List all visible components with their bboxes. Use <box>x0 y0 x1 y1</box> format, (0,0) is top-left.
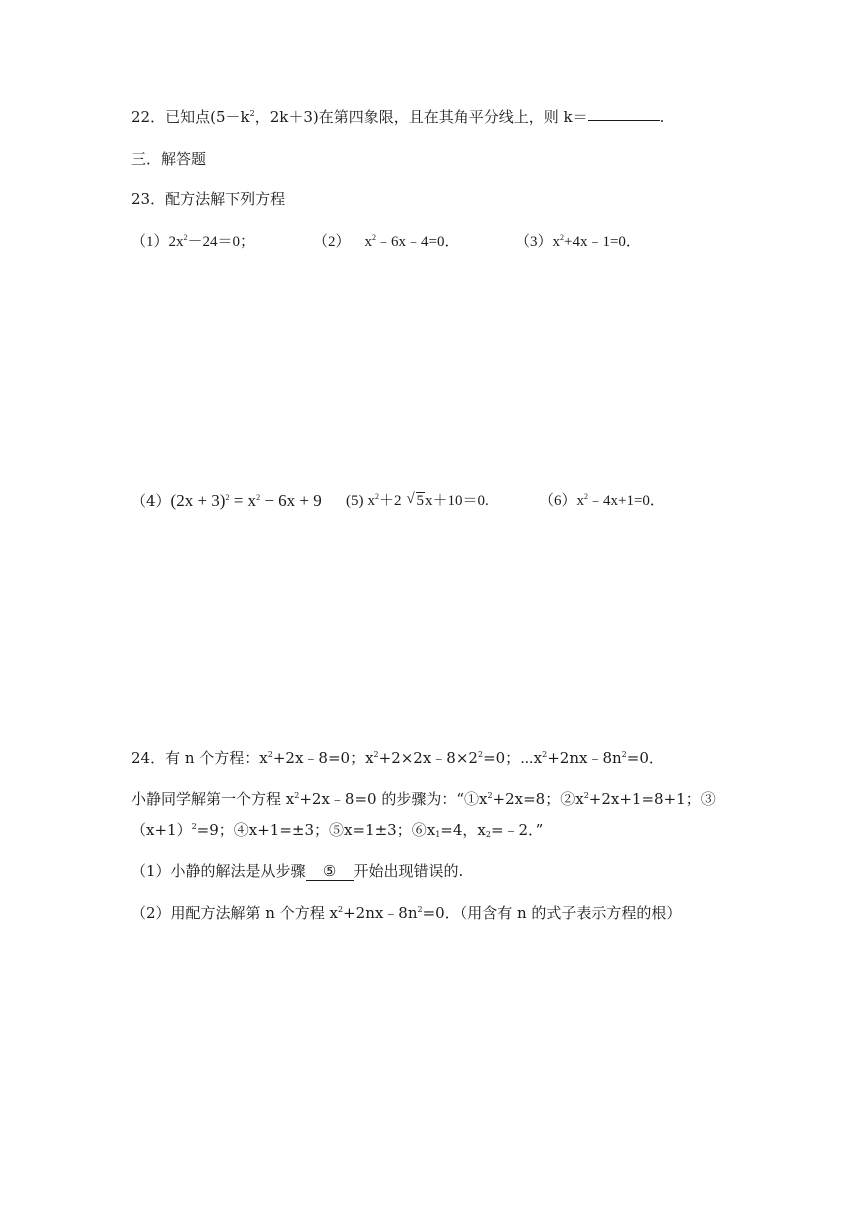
q24-part-1 <box>131 861 463 881</box>
q22-superscript: 2 <box>249 109 255 118</box>
q23-p5-label: (5) <box>346 493 364 509</box>
q23-p4-lhs-sup: 2 <box>225 493 230 502</box>
q24-p2-c: =0．（用含有 n 的式子表示方程的根） <box>422 904 682 922</box>
q23-p3-b: +4x﹣1=0． <box>564 234 641 250</box>
q23-p2-b: ﹣6x﹣4=0． <box>376 234 460 250</box>
q24-l1-c: +2×2x﹣8×2 <box>378 749 478 767</box>
q24-l3-sub2: 2 <box>485 830 491 839</box>
q23-p6-a: x <box>576 493 585 509</box>
q23-p6-sup: 2 <box>584 492 589 501</box>
q24-l1-b: +2x﹣8=0；x <box>272 749 374 767</box>
q23-p4-rhs: − 6x + 9 <box>260 491 322 510</box>
q24-p2-s2: 2 <box>417 905 423 914</box>
q23-p4-equation <box>171 491 322 510</box>
q23-p5-a: x <box>367 493 375 509</box>
q24-l2-d: +2x+1=8+1；③ <box>588 790 716 808</box>
q23-part-2 <box>313 232 459 252</box>
q23-p6-b: ﹣4x+1=0． <box>588 493 665 509</box>
q23-p5-radicand: 5 <box>416 493 425 509</box>
q23-p3-label: （3） <box>515 234 553 250</box>
q24-l2-s2: 2 <box>487 791 493 800</box>
q23-p3-sup: 2 <box>560 233 565 242</box>
q23-p4-eq: = x <box>229 491 257 510</box>
q23-p5-c: x＋10＝0. <box>425 493 489 509</box>
q24-p1-answer[interactable]: ⑤ <box>306 863 354 881</box>
q22-end: . <box>659 108 665 126</box>
q23-p1-a: 2x <box>168 234 184 250</box>
q23-part-3 <box>515 232 641 252</box>
q24-p1-a: （1）小静的解法是从步骤 <box>131 862 306 880</box>
q24-l1-s5: 2 <box>621 750 627 759</box>
section-heading-answer-questions: 三．解答题 <box>131 150 207 168</box>
q24-l2-c: +2x=8；②x <box>492 790 584 808</box>
q23-p1-b: －24＝0； <box>187 234 256 250</box>
q24-p1-b: 开始出现错误的. <box>353 862 464 880</box>
q23-part-6 <box>539 491 665 511</box>
q23-p6-label: （6） <box>539 493 577 509</box>
q24-l2-s1: 2 <box>294 791 300 800</box>
q23-p5-sup: 2 <box>375 492 379 501</box>
q24-part-2 <box>131 903 681 923</box>
q24-l1-f: =0． <box>626 749 664 767</box>
q22-text-b: ，2k＋3)在第四象限，且在其角平分线上，则 k＝ <box>254 108 588 126</box>
q22-text-a: 已知点(5－k <box>165 108 250 126</box>
q24-l1-s1: 2 <box>267 750 273 759</box>
q24-l1-e: +2nx﹣8n <box>547 749 622 767</box>
q24-l2-s3: 2 <box>583 791 589 800</box>
q24-p2-b: +2nx﹣8n <box>343 904 418 922</box>
q24-l1-s4: 2 <box>542 750 548 759</box>
q23-p2-label: （2） <box>313 234 351 250</box>
q23-p4-lhs: (2x + 3) <box>170 491 226 510</box>
q24-p2-a: （2）用配方法解第 n 个方程 x <box>131 904 338 922</box>
q24-l3-b: =9；④x+1=±3；⑤x=1±3；⑥x <box>196 821 436 839</box>
q24-l2-b: +2x﹣8=0 的步骤为：“①x <box>299 790 488 808</box>
q24-l1-s3: 2 <box>477 750 484 759</box>
q24-l1-d: =0；⋯x <box>483 749 543 767</box>
q24-p2-s1: 2 <box>337 905 344 914</box>
question-24-intro <box>131 748 664 768</box>
q24-l1-a: 24．有 n 个方程：x <box>131 749 268 767</box>
q24-steps-line-2 <box>131 820 543 840</box>
square-root-icon <box>408 491 426 511</box>
q24-l3-s1: 2 <box>191 822 197 831</box>
q23-part-1 <box>131 232 255 252</box>
q23-part-5 <box>346 491 489 511</box>
q23-part-4 <box>131 491 322 511</box>
q23-p5-b: ＋2 <box>379 493 402 509</box>
q23-p4-label: （4） <box>131 492 171 510</box>
question-23-title: 23．配方法解下列方程 <box>131 190 286 208</box>
q23-p4-rhs-sup: 2 <box>256 493 261 502</box>
q23-p3-a: x <box>552 234 561 250</box>
q24-l3-c: =4，x <box>440 821 486 839</box>
q23-p2-a: x <box>364 234 373 250</box>
q24-l1-s2: 2 <box>373 750 379 759</box>
q22-answer-blank[interactable] <box>588 108 660 121</box>
q24-l3-sub1: 1 <box>435 830 441 839</box>
q23-p2-sup: 2 <box>372 233 377 242</box>
q23-p1-sup: 2 <box>183 233 188 242</box>
q24-l3-a: （x+1） <box>131 821 192 839</box>
q24-l2-a: 小静同学解第一个方程 x <box>131 790 295 808</box>
question-22 <box>131 107 664 127</box>
q23-p1-label: （1） <box>131 234 169 250</box>
q22-number: 22． <box>131 108 166 126</box>
q24-steps-line-1 <box>131 789 716 809</box>
q24-l3-d: =﹣2．” <box>490 821 544 839</box>
